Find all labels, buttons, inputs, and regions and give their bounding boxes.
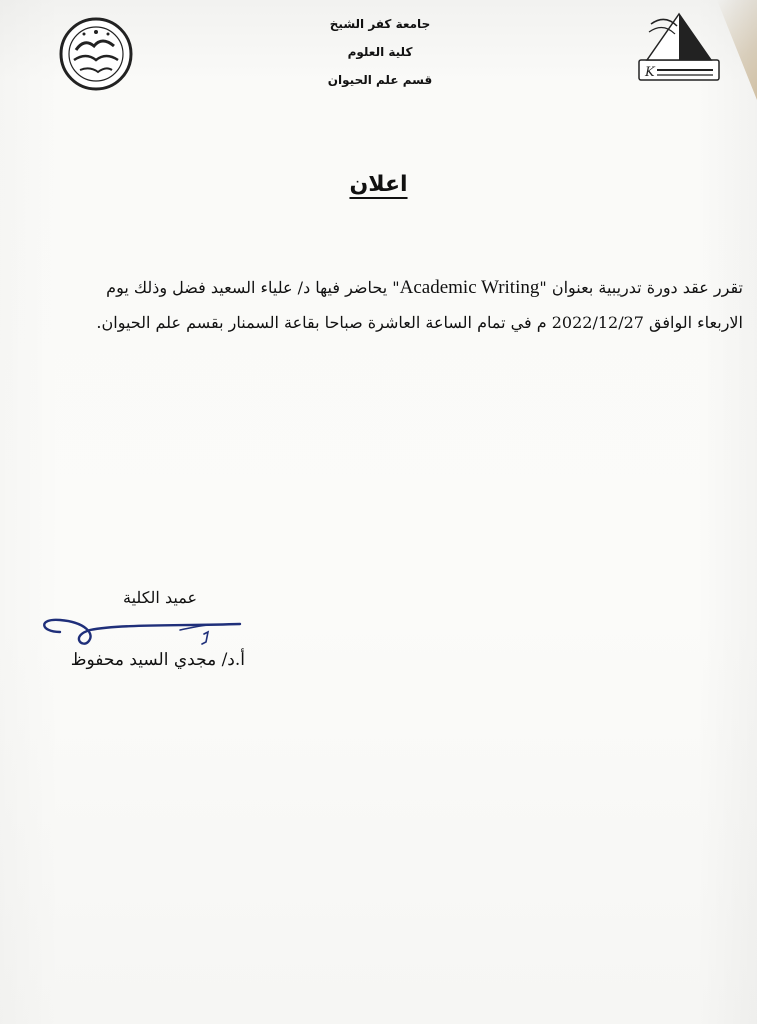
svg-text:K: K [645,65,655,80]
body-line-1 [3,270,743,305]
body-line-2: الاربعاء الوافق 2022/12/27 م في تمام الساعة العاشرة صباحا بقاعة السمنار بقسم علم الحيوان. [96,313,743,332]
letterhead-text [250,10,510,94]
kafrelsheikh-university-logo-icon [637,10,721,84]
body-line-1-prefix: تقرر عقد دورة تدريبية بعنوان " [539,278,743,297]
dean-name: أ.د/ مجدي السيد محفوظ [70,650,245,670]
faculty-of-science-seal-icon [58,16,134,92]
announcement-title [0,172,757,197]
letterhead [0,10,757,90]
university-name: جامعة كفر الشيخ [329,17,431,31]
signature-block [30,580,260,690]
dean-title: عميد الكلية [123,588,197,607]
faculty-name: كلية العلوم [347,45,413,59]
announcement-body [3,270,743,340]
course-title: Academic Writing [399,277,540,298]
announcement-title-text: اعلان [349,172,408,197]
department-name: قسم علم الحيوان [327,73,433,87]
body-line-1-suffix: " يحاضر فيها د/ علياء السعيد فضل وذلك يوم [106,278,400,297]
